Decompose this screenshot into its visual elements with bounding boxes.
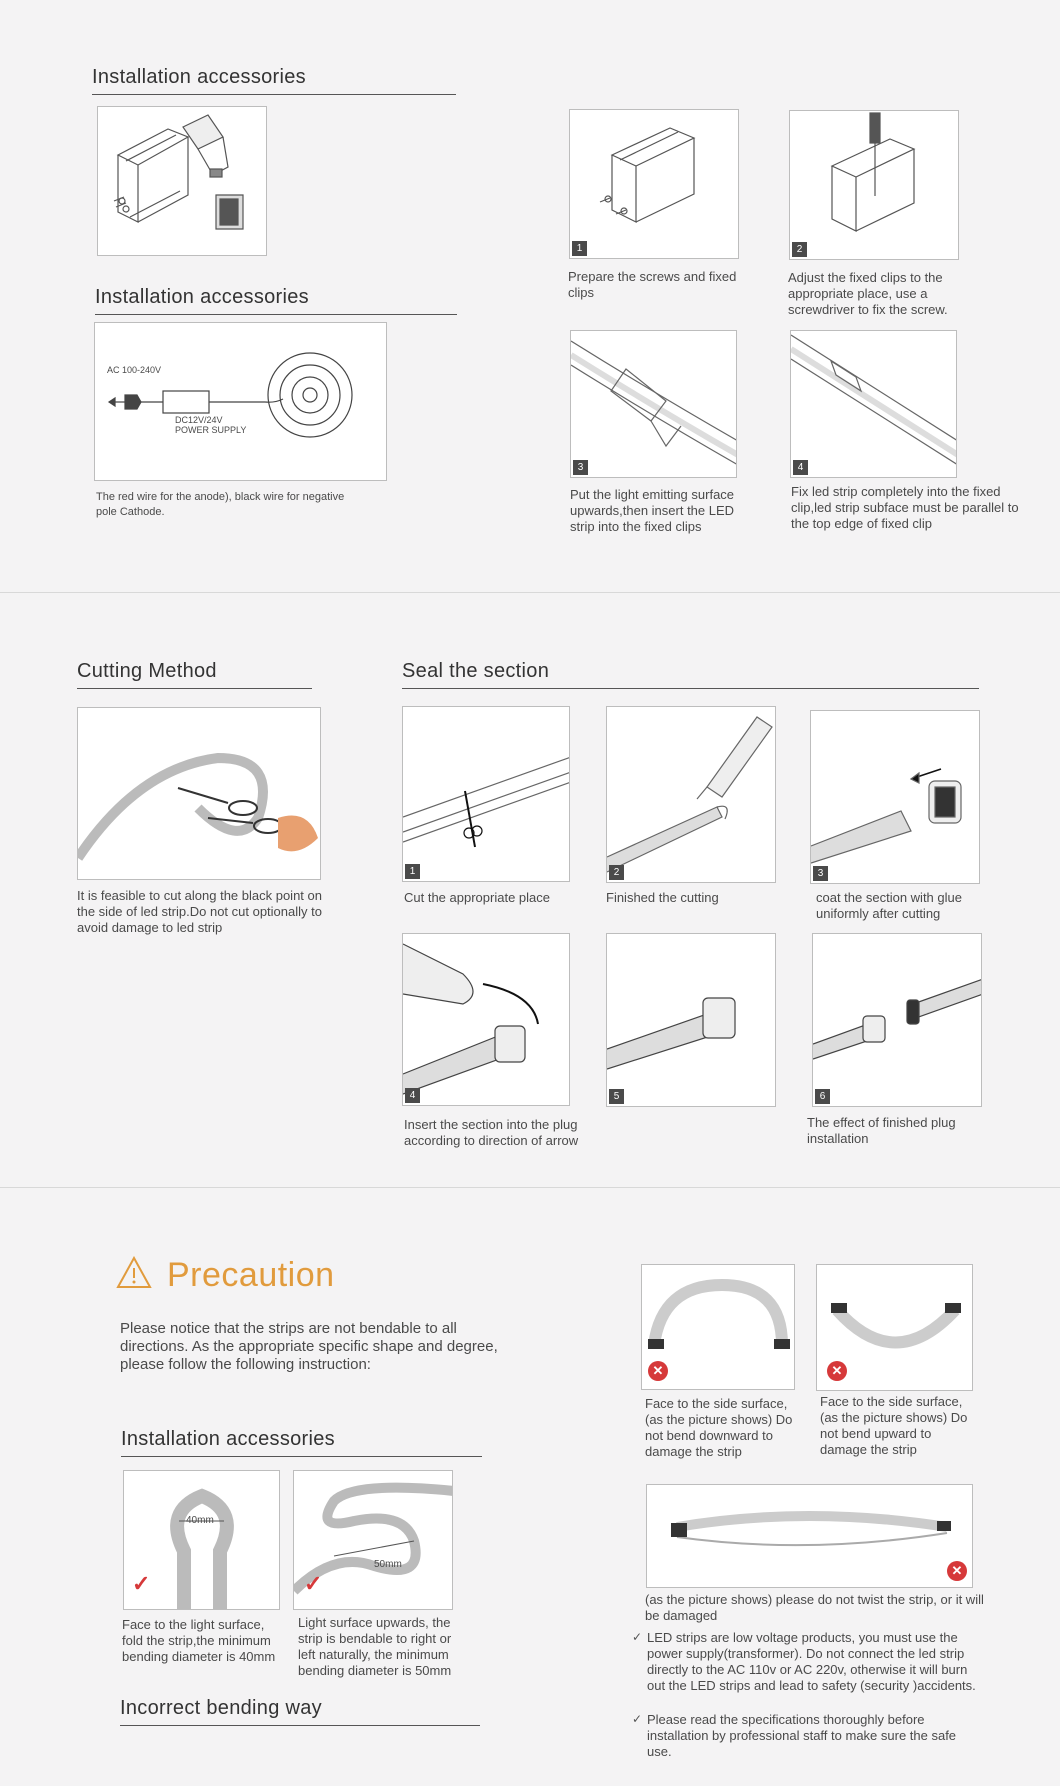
seal-step-2-caption: Finished the cutting (606, 890, 719, 905)
seal-step-3-caption: coat the section with glue uniformly after cutting (816, 890, 962, 921)
check-icon: ✓ (632, 1630, 643, 1644)
heading-underline (92, 94, 456, 95)
step-number: 1 (405, 864, 420, 879)
cutting-caption: It is feasible to cut along the black point on the side of led strip.Do not cut optionally to avoid damage to led strip (77, 888, 322, 935)
step-4-image (790, 330, 957, 478)
bend-50mm-image (293, 1470, 453, 1610)
cutting-method-heading: Cutting Method (77, 660, 217, 682)
seal-step-6-image (812, 933, 982, 1107)
twisted-strip-illustration (647, 1485, 973, 1588)
check-icon: ✓ (132, 1571, 151, 1596)
accessories-image (97, 106, 267, 256)
seal-step-5-image (606, 933, 776, 1107)
step-number: 4 (793, 460, 808, 475)
plug-cap-illustration (811, 711, 980, 884)
check-icon: ✓ (304, 1571, 323, 1596)
step-number: 2 (609, 865, 624, 880)
step-2-caption: Adjust the fixed clips to the appropriate place, use a screwdriver to fix the screw. (788, 270, 948, 317)
step-1-image (569, 109, 739, 259)
bend-40mm-image (123, 1470, 280, 1610)
heading-underline (95, 314, 457, 315)
note-low-voltage: LED strips are low voltage products, you must use the power supply(transformer). Do not connect the led strip directly to the AC 110v or AC 220v, otherwise it will burn out the LED strips and lead to safety (security )accidents. (647, 1630, 976, 1693)
seal-step-3-image (810, 710, 980, 884)
seal-step-2-image (606, 706, 776, 883)
step-3-image (570, 330, 737, 478)
x-mark-icon: ✕ (947, 1561, 967, 1581)
step-1-caption: Prepare the screws and fixed clips (568, 269, 737, 300)
heading-installation-accessories-1: Installation accessories (92, 66, 306, 88)
bend-50mm-caption: Light surface upwards, the strip is bendable to right or left naturally, the minimum bending diameter is 50mm (298, 1615, 452, 1678)
scissors-cutting-illustration (78, 708, 321, 880)
check-icon: ✓ (632, 1712, 643, 1726)
seal-step-1-image (402, 706, 570, 882)
bend-50mm-label: 50mm (374, 1559, 402, 1570)
fixed-strip-illustration (791, 331, 957, 478)
bend-down-caption: Face to the side surface,(as the picture shows) Do not bend downward to damage the strip (645, 1396, 793, 1459)
step-3-caption: Put the light emitting surface upwards,then insert the LED strip into the fixed clips (570, 487, 735, 534)
seal-step-4-image (402, 933, 570, 1106)
section-divider (0, 592, 1060, 593)
step-number: 5 (609, 1089, 624, 1104)
step-number: 1 (572, 241, 587, 256)
section-divider (0, 1187, 1060, 1188)
finished-plug-illustration (813, 934, 982, 1107)
installation-accessories-heading-3: Installation accessories (121, 1428, 335, 1450)
wiring-diagram (94, 322, 387, 481)
heading-underline (402, 688, 979, 689)
precaution-title: Precaution (167, 1256, 335, 1294)
incorrect-bending-heading: Incorrect bending way (120, 1697, 322, 1719)
x-mark-icon: ✕ (648, 1361, 668, 1381)
heading-underline (121, 1456, 482, 1457)
plug-installed-illustration (607, 934, 776, 1107)
heat-gun-illustration (403, 934, 570, 1106)
cutting-image (77, 707, 321, 880)
bend-up-caption: Face to the side surface,(as the picture shows) Do not bend upward to damage the strip (820, 1394, 968, 1457)
wiring-note: The red wire for the anode), black wire for negative pole Cathode. (96, 491, 345, 518)
heading-installation-accessories-2: Installation accessories (95, 286, 309, 308)
x-mark-icon: ✕ (827, 1361, 847, 1381)
step-number: 2 (792, 242, 807, 257)
heading-underline (77, 688, 312, 689)
step-number: 3 (813, 866, 828, 881)
step-number: 3 (573, 460, 588, 475)
step-number: 4 (405, 1088, 420, 1103)
glue-tube-illustration (607, 707, 776, 883)
clip-and-screws-illustration (570, 110, 739, 259)
seal-section-heading: Seal the section (402, 660, 550, 682)
channel-and-glue-illustration (98, 107, 267, 256)
twist-caption: (as the picture shows) please do not twist the strip, or it will be damaged (645, 1592, 984, 1623)
step-4-caption: Fix led strip completely into the fixed clip,led strip subface must be parallel to the top edge of fixed clip (791, 484, 1019, 531)
twist-image (646, 1484, 973, 1588)
bend-down-image (641, 1264, 795, 1390)
step-number: 6 (815, 1089, 830, 1104)
insert-strip-illustration (571, 331, 737, 478)
ac-voltage-label: AC 100-240V (107, 365, 162, 375)
seal-step-6-caption: The effect of finished plug installation (807, 1115, 956, 1146)
warning-icon (116, 1256, 152, 1290)
bend-up-image (816, 1264, 973, 1391)
bend-40mm-label: 40mm (186, 1515, 214, 1526)
bend-40mm-caption: Face to the light surface, fold the strip,the minimum bending diameter is 40mm (122, 1617, 276, 1664)
power-wiring-illustration (95, 323, 387, 481)
step-2-image (789, 110, 959, 260)
power-supply-label: POWER SUPPLY (175, 425, 247, 435)
seal-step-1-caption: Cut the appropriate place (404, 890, 550, 905)
dc-voltage-label: DC12V/24V (175, 415, 223, 425)
screwdriver-illustration (790, 111, 959, 260)
seal-step-4-caption: Insert the section into the plug according to direction of arrow (404, 1117, 579, 1148)
precaution-intro: Please notice that the strips are not bendable to all directions. As the appropriate specific shape and degree, please follow the following instruction: (120, 1320, 498, 1373)
note-read-specs: Please read the specifications thoroughly before installation by professional staff to make sure the safe use. (647, 1712, 957, 1759)
heading-underline (120, 1725, 480, 1726)
cut-place-illustration (403, 707, 570, 882)
